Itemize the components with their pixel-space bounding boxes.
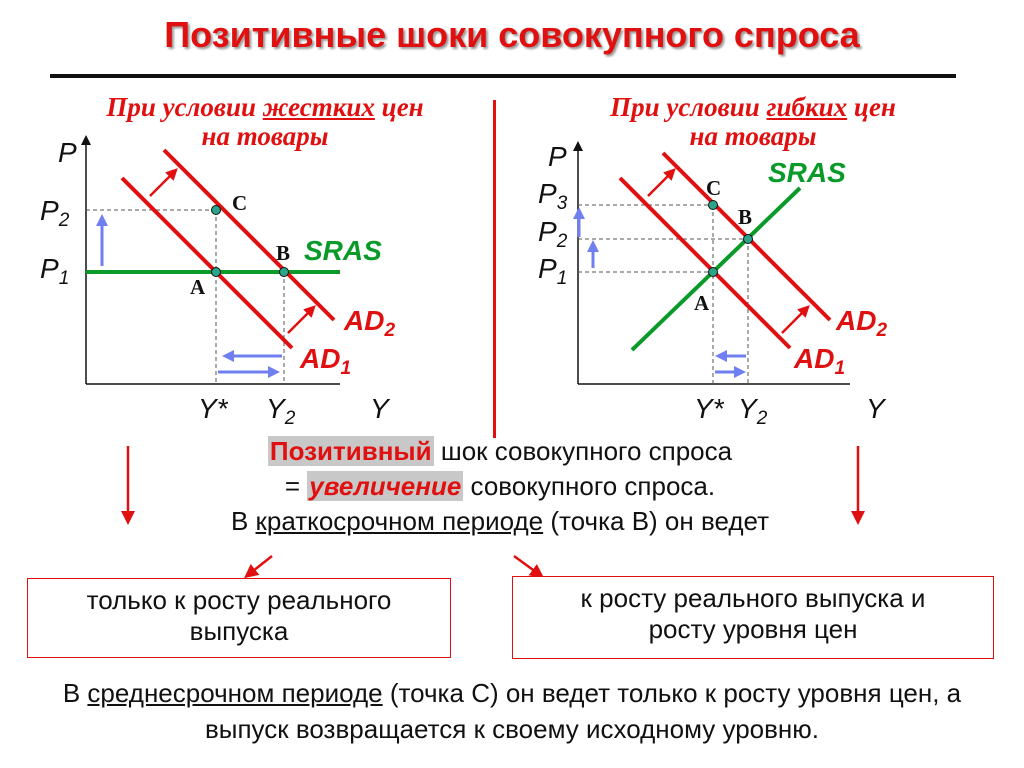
left-point-a-label: A [190, 275, 206, 299]
right-shift-arrow-bottom [782, 308, 807, 333]
right-ystar-label: Y* [694, 393, 724, 424]
left-ad2-label: $AD_2$ [344, 305, 396, 341]
left-sras-label: SRAS [304, 235, 382, 266]
right-title-emph: гибких [766, 92, 848, 122]
right-point-c-marker [709, 201, 718, 210]
right-ad1-label: $AD_1$ [794, 343, 846, 379]
right-p2-label: $P_2$ [538, 216, 568, 252]
bottom-medium-term: среднесрочном периоде [87, 678, 383, 708]
rigid-prices-outcome-box: только к росту реального выпуска [27, 578, 451, 658]
left-point-b-label: B [276, 241, 291, 265]
right-sras-label: SRAS [768, 157, 846, 188]
right-point-a-label: A [694, 291, 710, 315]
right-ad2-label: $AD_2$ [836, 305, 888, 341]
flexible-prices-outcome-box: к росту реального выпуска и росту уровня цен [512, 576, 994, 659]
highlight-increase: увеличение [309, 471, 462, 501]
central-short-term: краткосрочном периоде [255, 506, 544, 536]
central-line-2-rest: совокупного спроса. [463, 471, 716, 501]
right-point-b-label: B [738, 205, 753, 229]
highlight-positive: Позитивный [269, 436, 432, 466]
bottom-rest: (точка С) он ведет только к росту уровня цен, а выпуск возвращается к своему исходному уровню. [204, 678, 962, 744]
right-p3-label: $P_3$ [538, 178, 568, 214]
slide-title: Позитивные шоки совокупного спроса [164, 14, 860, 55]
central-line-1-rest: шок совокупного спроса [433, 436, 733, 466]
central-line-3-prefix: В [230, 506, 256, 536]
left-axis-p-label: P [58, 137, 77, 168]
right-p1-label: $P_1$ [538, 253, 568, 289]
right-title-prefix: При условии [610, 92, 767, 122]
left-point-c-label: C [232, 191, 248, 215]
right-axis-y-label: Y [866, 393, 885, 424]
central-line-3 [150, 504, 850, 539]
left-p1-label: $P_1$ [40, 253, 70, 289]
right-point-c-label: C [706, 176, 722, 200]
left-title-emph: жестких [262, 92, 375, 122]
left-title-suffix: цен [374, 92, 424, 122]
bottom-prefix: В [62, 678, 88, 708]
left-p2-label: $P_2$ [40, 195, 70, 231]
left-ystar-label: Y* [198, 393, 228, 424]
central-explanation [150, 434, 850, 539]
right-point-b-marker [744, 235, 753, 244]
left-title-prefix: При условии [106, 92, 263, 122]
right-ad1-line [620, 178, 790, 348]
right-title-suffix: цен [847, 92, 896, 122]
right-point-a-marker [709, 268, 718, 277]
right-axis-p-label: P [548, 141, 567, 172]
right-shift-arrow-top [648, 171, 673, 196]
left-ad1-label: $AD_1$ [300, 343, 352, 379]
central-line-3-rest: (точка В) он ведет [543, 506, 770, 536]
central-line-2 [150, 469, 850, 504]
medium-term-explanation [20, 675, 1004, 747]
central-line-1 [150, 434, 850, 469]
central-line-2-prefix: = [284, 471, 308, 501]
left-title-line2: на товары [201, 121, 329, 151]
left-axis-y-label: Y [370, 393, 389, 424]
right-title-line2: на товары [689, 121, 817, 151]
right-y2-label: $Y_2$ [738, 393, 768, 429]
left-y2-label: $Y_2$ [266, 393, 296, 429]
